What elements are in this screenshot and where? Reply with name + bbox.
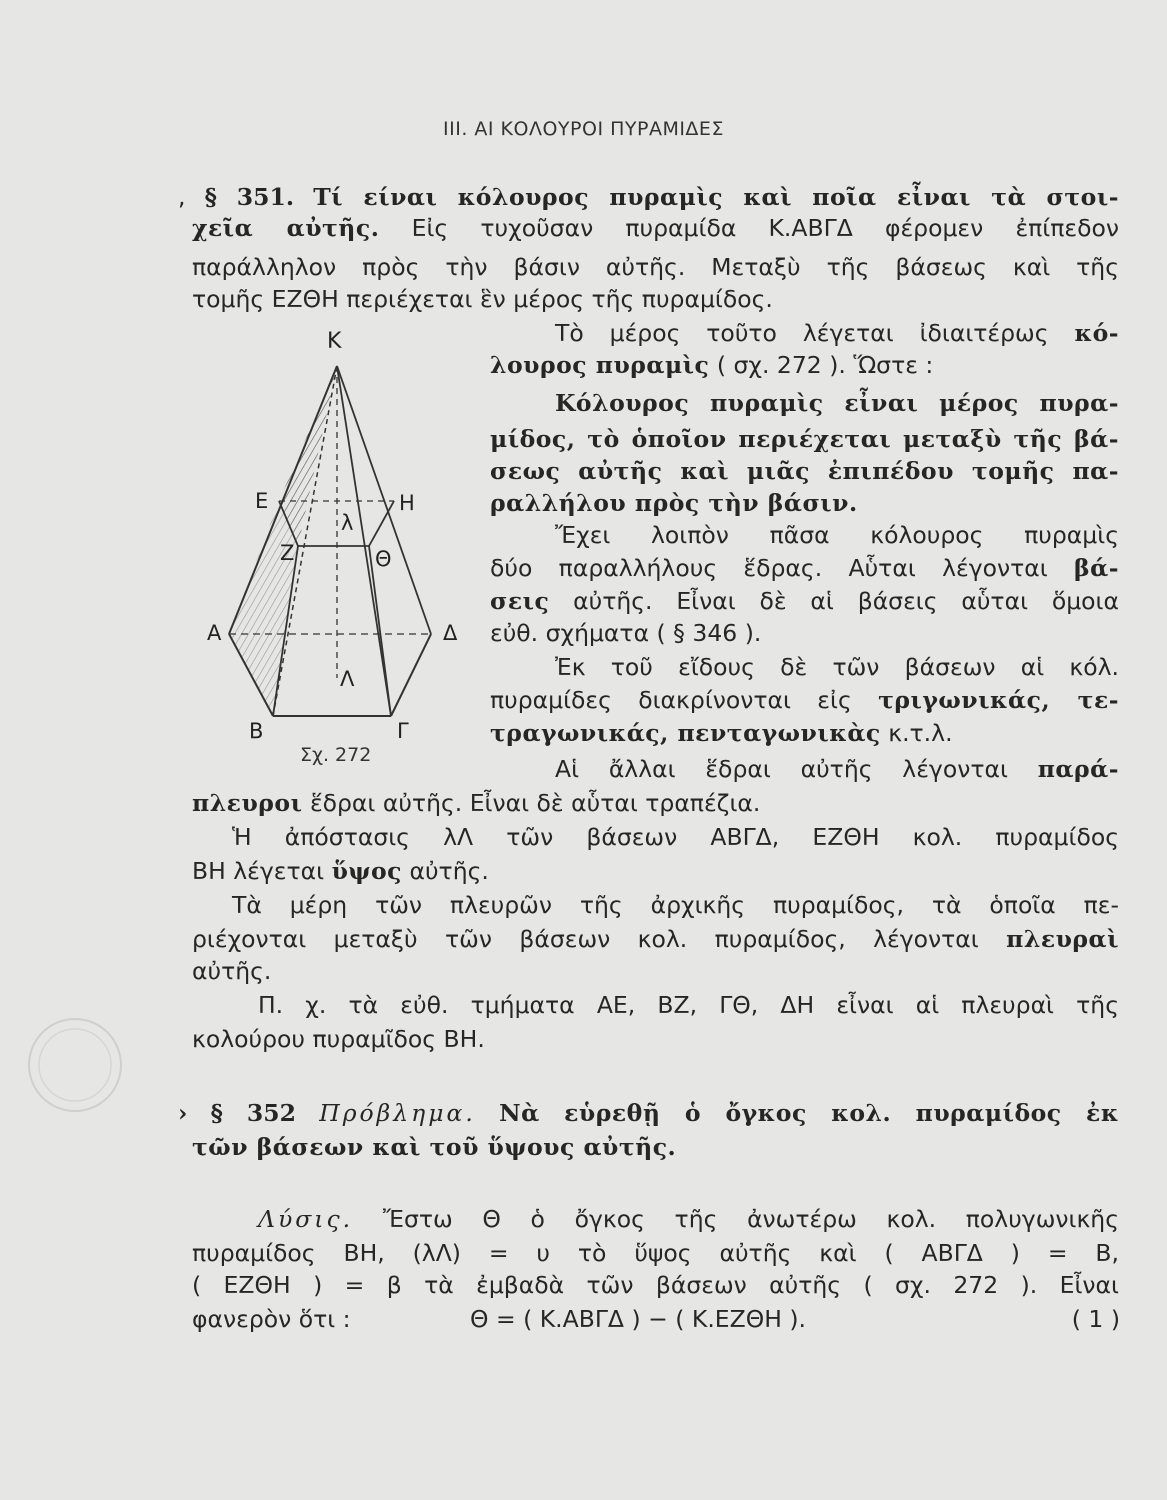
- edge-KD: [337, 366, 431, 634]
- bold-term: τραγωνικάς, πενταγωνικὰς: [490, 719, 881, 747]
- punch-hole-mark: [20, 1010, 130, 1120]
- section-number: § 352: [210, 1099, 296, 1127]
- text-line: Τὰ μέρη τῶν πλευρῶν τῆς ἀρχικῆς πυραμίδος, τὰ ὁποῖα πε-: [232, 891, 1119, 919]
- text-span: ΒΗ λέγεται: [192, 857, 325, 885]
- section-title: Νὰ εὑρεθῇ ὁ ὄγκος κολ. πυραμίδος ἐκ: [499, 1099, 1119, 1127]
- text-span: ριέχονται μεταξὺ τῶν βάσεων κολ. πυραμίδος, λέγονται: [192, 925, 979, 953]
- text-line: εὐθ. σχήματα ( § 346 ).: [490, 619, 762, 647]
- text-line: [490, 685, 1119, 715]
- section-number: § 351.: [204, 183, 295, 211]
- text-line: πυραμίδος ΒΗ, (λΛ) = υ τὸ ὕψος αὐτῆς καὶ ( ΑΒΓΔ ) = Β,: [192, 1239, 1119, 1267]
- solution-label: Λύσις.: [258, 1205, 354, 1233]
- label-Gamma: Γ: [397, 719, 409, 743]
- label-H: Η: [399, 491, 415, 515]
- edge-ThetaH: [369, 501, 394, 546]
- bold-term: σεις: [490, 587, 550, 615]
- text-span: ( σχ. 272 ). Ὥστε :: [716, 351, 934, 379]
- label-B: Β: [249, 719, 264, 743]
- bold-term: λουρος πυραμὶς: [490, 351, 710, 379]
- label-Z: Ζ: [280, 541, 295, 565]
- text-line: [490, 553, 1119, 583]
- text-line: Ἔχει λοιπὸν πᾶσα κόλουρος πυραμὶς: [555, 521, 1119, 549]
- text-span: κ.τ.λ.: [888, 719, 953, 747]
- definition-line: μίδος, τὸ ὁποῖον περιέχεται μεταξὺ τῆς βά-: [490, 425, 1119, 453]
- text-span: ἕδραι αὐτῆς. Εἶναι δὲ αὗται τραπέζια.: [309, 789, 761, 817]
- edge-ThetaG: [369, 546, 391, 716]
- bold-term: βά-: [1074, 554, 1119, 582]
- text-line: αὐτῆς.: [192, 957, 272, 985]
- section-title: Τί είναι κόλουρος πυραμὶς καὶ ποῖα εἶναι τὰ στοι-: [313, 183, 1119, 211]
- text-line: Ἡ ἀπόστασις λΛ τῶν βάσεων ΑΒΓΔ, ΕΖΘΗ κολ. πυραμίδος: [232, 823, 1119, 851]
- sec352-heading-line: [178, 1098, 1119, 1128]
- text-span: δύο παραλλήλους ἕδρας. Αὗται λέγονται: [490, 554, 1048, 582]
- truncated-pyramid-diagram: [195, 318, 480, 778]
- label-E: Ε: [255, 489, 269, 513]
- definition-line: ραλλήλου πρὸς τὴν βάσιν.: [490, 489, 858, 517]
- running-head: III. ΑΙ ΚΟΛΟΥΡΟΙ ΠΥΡΑΜΙΔΕΣ: [443, 118, 724, 140]
- margin-mark: ,: [178, 183, 186, 211]
- figure-caption: Σχ. 272: [300, 744, 372, 766]
- text-line: [555, 318, 1119, 348]
- section-title-cont: χεῖα αὐτῆς.: [192, 214, 380, 242]
- bold-term: ὕψος: [331, 857, 402, 885]
- bold-term: παρά-: [1037, 755, 1119, 783]
- equation-number: ( 1 ): [1071, 1305, 1120, 1333]
- text-line: [258, 1204, 1119, 1234]
- text-span: Εἰς τυχοῦσαν πυραμίδα Κ.ΑΒΓΔ φέρομεν ἐπίπεδον: [411, 214, 1119, 242]
- label-K: Κ: [327, 329, 342, 354]
- edge-KG: [337, 366, 391, 716]
- text-line: Ἐκ τοῦ εἴδους δὲ τῶν βάσεων αἱ κόλ.: [555, 653, 1119, 681]
- text-line: [490, 350, 1119, 380]
- equation: Θ = ( Κ.ΑΒΓΔ ) − ( Κ.ΕΖΘΗ ).: [470, 1305, 807, 1333]
- text-line: [192, 924, 1119, 954]
- text-line: [192, 788, 1119, 818]
- sec351-heading-line: [178, 182, 1119, 212]
- text-span: Τὸ μέρος τοῦτο λέγεται ἰδιαιτέρως: [555, 319, 1049, 347]
- text-line: τομῆς ΕΖΘΗ περιέχεται ἓν μέρος τῆς πυραμίδος.: [192, 285, 773, 313]
- text-line: [555, 754, 1119, 784]
- label-lambda: λ: [341, 511, 354, 535]
- text-line: κολούρου πυραμῖδος ΒΗ.: [192, 1025, 485, 1053]
- text-line: Π. χ. τὰ εὐθ. τμήματα ΑΕ, ΒΖ, ΓΘ, ΔΗ εἶναι αἱ πλευραὶ τῆς: [258, 991, 1119, 1019]
- text-line: [192, 213, 1119, 243]
- label-A: Α: [207, 621, 222, 645]
- text-span: Αἱ ἄλλαι ἕδραι αὐτῆς λέγονται: [555, 755, 1008, 783]
- text-line: φανερὸν ὅτι :: [192, 1305, 351, 1333]
- text-line: [192, 856, 1119, 886]
- definition-line: Κόλουρος πυραμὶς εἶναι μέρος πυρα-: [555, 389, 1119, 417]
- hatched-face: [279, 366, 337, 546]
- bold-term: πλευροι: [192, 789, 303, 817]
- text-span: αὐτῆς. Εἶναι δὲ αἱ βάσεις αὗται ὅμοια: [573, 587, 1119, 615]
- bold-term: κό-: [1074, 319, 1119, 347]
- text-line: [490, 586, 1119, 616]
- text-span: αὐτῆς.: [409, 857, 489, 885]
- text-line: [490, 718, 1119, 748]
- text-line: ( ΕΖΘΗ ) = β τὰ ἐμβαδὰ τῶν βάσεων αὐτῆς ( σχ. 272 ). Εἶναι: [192, 1271, 1119, 1299]
- bold-term: πλευραὶ: [1006, 925, 1119, 953]
- label-Delta: Δ: [443, 621, 458, 645]
- problem-label: Πρόβλημα.: [319, 1099, 476, 1127]
- label-Theta: Θ: [375, 547, 392, 571]
- label-Lambda: Λ: [340, 667, 355, 691]
- bold-term: τριγωνικάς, τε-: [878, 686, 1119, 714]
- section-title-cont: τῶν βάσεων καὶ τοῦ ὕψους αὐτῆς.: [192, 1133, 677, 1161]
- margin-mark: ›: [178, 1099, 188, 1127]
- text-span: Ἔστω Θ ὁ ὄγκος τῆς ἀνωτέρω κολ. πολυγωνικῆς: [382, 1205, 1119, 1233]
- figure-272: [195, 318, 480, 778]
- definition-line: σεως αὐτῆς καὶ μιᾶς ἐπιπέδου τομῆς πα-: [490, 457, 1119, 485]
- edge-GD: [391, 634, 431, 716]
- text-line: παράλληλον πρὸς τὴν βάσιν αὐτῆς. Μεταξὺ τῆς βάσεως καὶ τῆς: [192, 253, 1119, 281]
- text-span: πυραμίδες διακρίνονται εἰς: [490, 686, 852, 714]
